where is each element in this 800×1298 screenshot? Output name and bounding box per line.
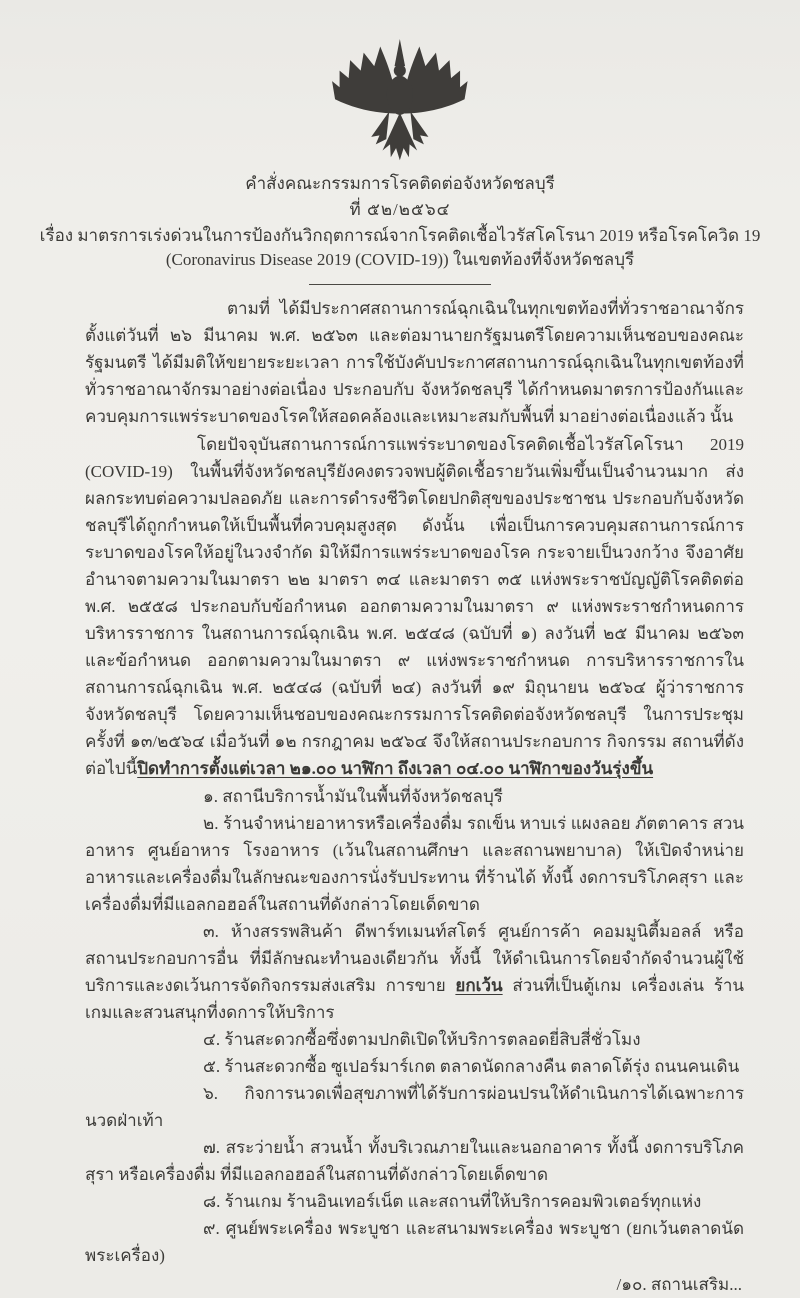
list-item-8 xyxy=(85,1188,744,1215)
list-item-1 xyxy=(85,783,744,810)
document-title: คำสั่งคณะกรรมการโรคติดต่อจังหวัดชลบุรี xyxy=(245,174,555,193)
list-item-9-text: ๙. ศูนย์พระเครื่อง พระบูชา และสนามพระเครื่อง พระบูชา (ยกเว้นตลาดนัดพระเครื่อง) xyxy=(85,1219,744,1265)
list-item-3 xyxy=(85,918,744,1026)
subject-line-1: เรื่อง มาตรการเร่งด่วนในการป้องกันวิกฤตการณ์จากโรคติดเชื้อไวรัสโคโรนา 2019 หรือโรคโควิด 19 xyxy=(39,226,761,245)
paragraph-order-text: โดยปัจจุบันสถานการณ์การแพร่ระบาดของโรคติดเชื้อไวรัสโคโรนา 2019 (COVID-19) ในพื้นที่จังหวัดชลบุรียังคงตรวจพบผู้ติดเชื้อรายวันเพิ่มขึ้นเป็นจำนวนมาก ส่งผลกระทบต่อความปลอดภัย และการดำรงชีวิตโดยปกติสุขของประชาชน ประกอบกับจังหวัดชลบุรีได้ถูกกำหนดให้เป็นพื้นที่ควบคุมสูงสุด ดังนั้น เพื่อเป็นการควบคุมสถานการณ์การระบาดของโรคให้อยู่ในวงจำกัด มิให้มีการแพร่ระบาดของโรค กระจายเป็นวงกว้าง จึงอาศัยอำนาจตามความในมาตรา ๒๒ มาตรา ๓๔ และมาตรา ๓๕ แห่งพระราชบัญญัติโรคติดต่อ พ.ศ. ๒๕๕๘ ประกอบกับข้อกำหนด ออกตามความในมาตรา ๙ แห่งพระราชกำหนดการบริหารราชการ ในสถานการณ์ฉุกเฉิน พ.ศ. ๒๕๔๘ (ฉบับที่ ๑) ลงวันที่ ๒๕ มีนาคม ๒๕๖๓ และข้อกำหนด ออกตามความในมาตรา ๙ แห่งพระราชกำหนด การบริหารราชการในสถานการณ์ฉุกเฉิน พ.ศ. ๒๕๔๘ (ฉบับที่ ๒๔) ลงวันที่ ๑๙ มิถุนายน ๒๕๖๔ ผู้ว่าราชการจังหวัดชลบุรี โดยความเห็นชอบของคณะกรรมการโรคติดต่อจังหวัดชลบุรี ในการประชุมครั้งที่ ๑๓/๒๕๖๔ เมื่อวันที่ ๑๒ กรกฎาคม ๒๕๖๔ จึงให้สถานประกอบการ กิจกรรม สถานที่ดังต่อไปนี้ xyxy=(85,435,744,778)
garuda-emblem xyxy=(0,36,800,168)
title-block xyxy=(0,172,800,285)
list-item-5-text: ๕. ร้านสะดวกซื้อ ซูเปอร์มาร์เกต ตลาดนัดกลางคืน ตลาดโต้รุ่ง ถนนคนเดิน xyxy=(203,1057,740,1076)
closure-hours-highlight: ปิดทำการตั้งแต่เวลา ๒๑.๐๐ นาฬิกา ถึงเวลา ๐๔.๐๐ นาฬิกาของวันรุ่งขึ้น xyxy=(137,759,654,778)
list-item-4-text: ๔. ร้านสะดวกซื้อซึ่งตามปกติเปิดให้บริการตลอดยี่สิบสี่ชั่วโมง xyxy=(203,1030,641,1049)
document-number: ที่ ๕๒/๒๕๖๔ xyxy=(349,200,451,219)
paragraph-order xyxy=(85,431,744,782)
document-body xyxy=(0,295,800,1269)
list-item-4 xyxy=(85,1026,744,1053)
list-item-1-text: ๑. สถานีบริการน้ำมันในพื้นที่จังหวัดชลบุรี xyxy=(203,787,503,806)
list-item-2 xyxy=(85,810,744,918)
list-item-7-text: ๗. สระว่ายน้ำ สวนน้ำ ทั้งบริเวณภายในและนอกอาคาร ทั้งนี้ งดการบริโภคสุรา หรือเครื่องดื่ม ที่มีแอลกอฮอล์ในสถานที่ดังกล่าวโดยเด็ดขาด xyxy=(85,1138,744,1184)
list-item-8-text: ๘. ร้านเกม ร้านอินเทอร์เน็ต และสถานที่ให้บริการคอมพิวเตอร์ทุกแห่ง xyxy=(203,1192,702,1211)
list-item-6-text: ๖. กิจการนวดเพื่อสุขภาพที่ได้รับการผ่อนปรนให้ดำเนินการได้เฉพาะการนวดฝ่าเท้า xyxy=(85,1084,744,1130)
subject-line-2: (Coronavirus Disease 2019 (COVID-19)) ในเขตท้องที่จังหวัดชลบุรี xyxy=(165,250,635,269)
title-divider xyxy=(309,284,491,285)
list-item-3-exception-keyword: ยกเว้น xyxy=(455,976,503,995)
list-item-7 xyxy=(85,1134,744,1188)
list-item-5 xyxy=(85,1053,744,1080)
paragraph-preamble: ตามที่ ได้มีประกาศสถานการณ์ฉุกเฉินในทุกเขตท้องที่ทั่วราชอาณาจักรตั้งแต่วันที่ ๒๖ มีนาคม พ.ศ. ๒๕๖๓ และต่อมานายกรัฐมนตรีโดยความเห็นชอบของคณะรัฐมนตรี ได้มีมติให้ขยายระยะเวลา การใช้บังคับประกาศสถานการณ์ฉุกเฉินในทุกเขตท้องที่ทั่วราชอาณาจักรมาอย่างต่อเนื่อง ประกอบกับ จังหวัดชลบุรี ได้กำหนดมาตรการป้องกันและควบคุมการแพร่ระบาดของโรคให้สอดคล้องและเหมาะสมกับพื้นที่ มาอย่างต่อเนื่องแล้ว นั้น xyxy=(85,299,744,426)
list-item-3-text-after: ส่วนที่เป็นตู้เกม เครื่องเล่น ร้านเกมและสวนสนุกที่งดการให้บริการ xyxy=(85,976,744,1022)
list-item-3-text: ๓. ห้างสรรพสินค้า ดีพาร์ทเมนท์สโตร์ ศูนย์การค้า คอมมูนิตี้มอลล์ หรือสถานประกอบการอื่น ที่มีลักษณะทำนองเดียวกัน ทั้งนี้ ให้ดำเนินการโดยจำกัดจำนวนผู้ใช้บริการและงดเว้นการจัดกิจกรรมส่งเสริม การขาย xyxy=(85,922,744,995)
list-item-2-text: ๒. ร้านจำหน่ายอาหารหรือเครื่องดื่ม รถเข็น หาบเร่ แผงลอย ภัตตาคาร สวนอาหาร ศูนย์อาหาร โรงอาหาร (เว้นในสถานศึกษา และสถานพยาบาล) ให้เปิดจำหน่ายอาหารและเครื่องดื่มในลักษณะของการนั่งรับประทาน ที่ร้านได้ ทั้งนี้ งดการบริโภคสุรา และเครื่องดื่มที่มีแอลกอฮอล์ในสถานที่ดังกล่าวโดยเด็ดขาด xyxy=(85,814,744,914)
list-item-9 xyxy=(85,1215,744,1269)
page-continuation-marker: /๑๐. สถานเสริม... xyxy=(616,1275,742,1294)
list-item-6 xyxy=(85,1080,744,1134)
